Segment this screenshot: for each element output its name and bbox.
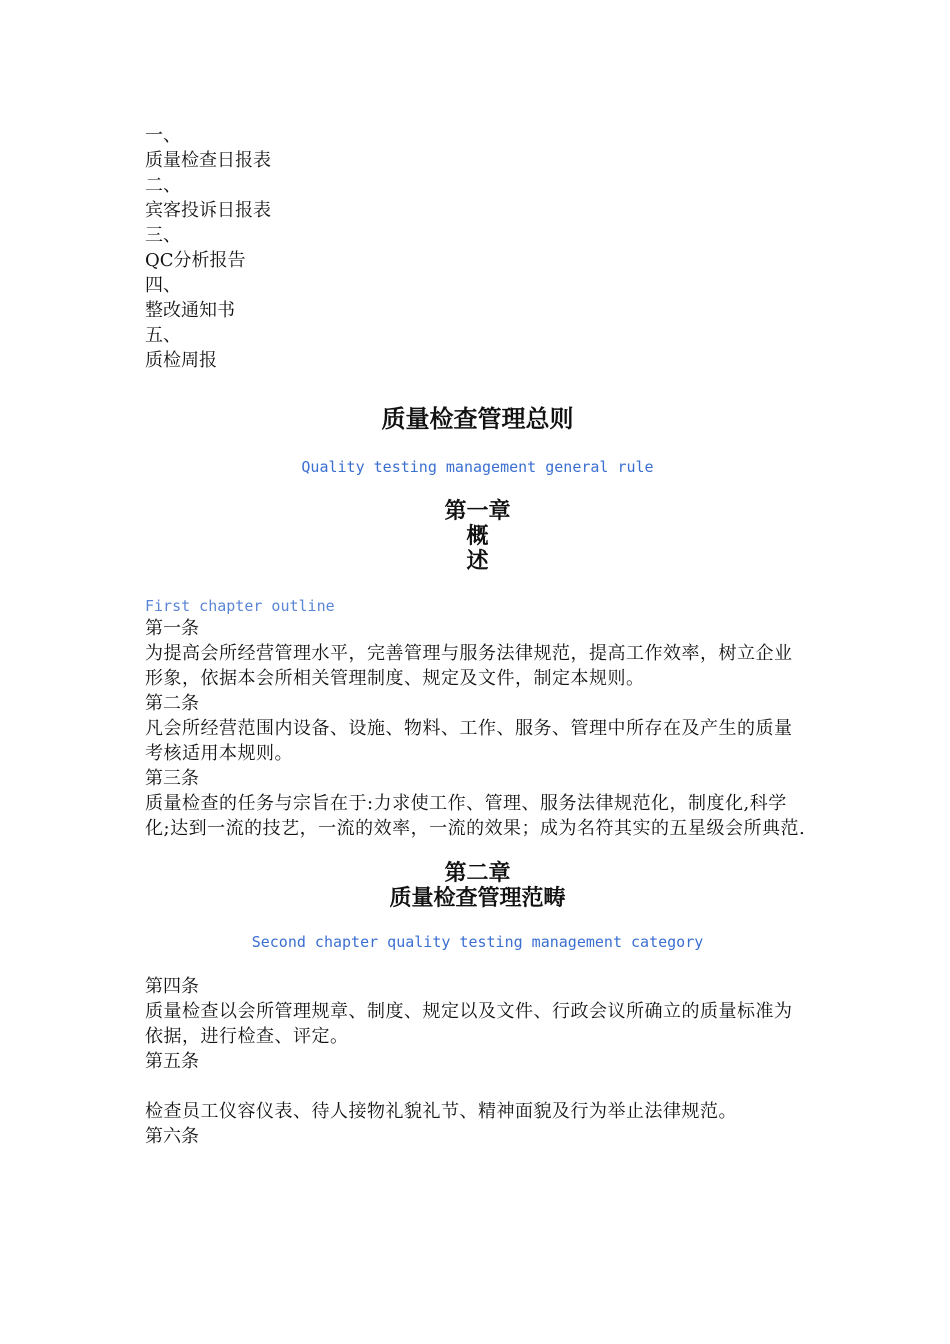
toc-item-4-title: 整改通知书 [145,300,235,321]
article-label: 第一条 [145,618,199,639]
toc-item-5-number: 五、 [145,325,181,346]
chapter-2-heading [145,861,810,911]
chapter-1-heading-line: 述 [466,548,489,574]
document-content [145,123,810,1149]
article-label: 第六条 [145,1126,199,1147]
chapter-2-heading-line: 质量检查管理范畴 [389,885,566,911]
article-text: 凡会所经营范围内设备、设施、物料、工作、服务、管理中所存在及产生的质量考核适用本规则。 [145,718,793,764]
article-label: 第四条 [145,976,199,997]
article-text: 质量检查的任务与宗旨在于:力求使工作、管理、服务法律规范化，制度化,科学化;达到一流的技艺，一流的效率，一流的效果；成为名符其实的五星级会所典范. [145,793,806,839]
toc-list [145,123,810,373]
chapter-2-heading-line: 第二章 [444,860,511,886]
article-label: 第五条 [145,1051,199,1072]
chapter-2-subtitle-english: Second chapter quality testing management category [251,933,704,951]
document-title-english: Quality testing management general rule [301,458,654,476]
toc-item-2-title: 宾客投诉日报表 [145,200,271,221]
toc-item-1-title: 质量检查日报表 [145,150,271,171]
chapter-1-subtitle-english: First chapter outline [145,597,335,615]
chapter-1-heading-line: 概 [466,523,489,549]
article-text: 质量检查以会所管理规章、制度、规定以及文件、行政会议所确立的质量标准为依据，进行检查、评定。 [145,1001,793,1047]
document-title: 质量检查管理总则 [381,404,574,433]
toc-item-3-title: QC分析报告 [145,250,246,271]
chapter-2-articles [145,974,810,1149]
chapter-1-heading-line: 第一章 [444,498,511,524]
toc-item-5-title: 质检周报 [145,350,217,371]
toc-item-3-number: 三、 [145,225,181,246]
article-text: 检查员工仪容仪表、待人接物礼貌礼节、精神面貌及行为举止法律规范。 [145,1101,737,1122]
article-label: 第二条 [145,693,199,714]
toc-item-1-number: 一、 [145,125,181,146]
toc-item-2-number: 二、 [145,175,181,196]
chapter-1-heading [145,499,810,574]
article-label: 第三条 [145,768,199,789]
toc-item-4-number: 四、 [145,275,181,296]
chapter-1-articles [145,616,810,841]
article-text: 为提高会所经营管理水平，完善管理与服务法律规范，提高工作效率，树立企业形象，依据本会所相关管理制度、规定及文件，制定本规则。 [145,643,793,689]
